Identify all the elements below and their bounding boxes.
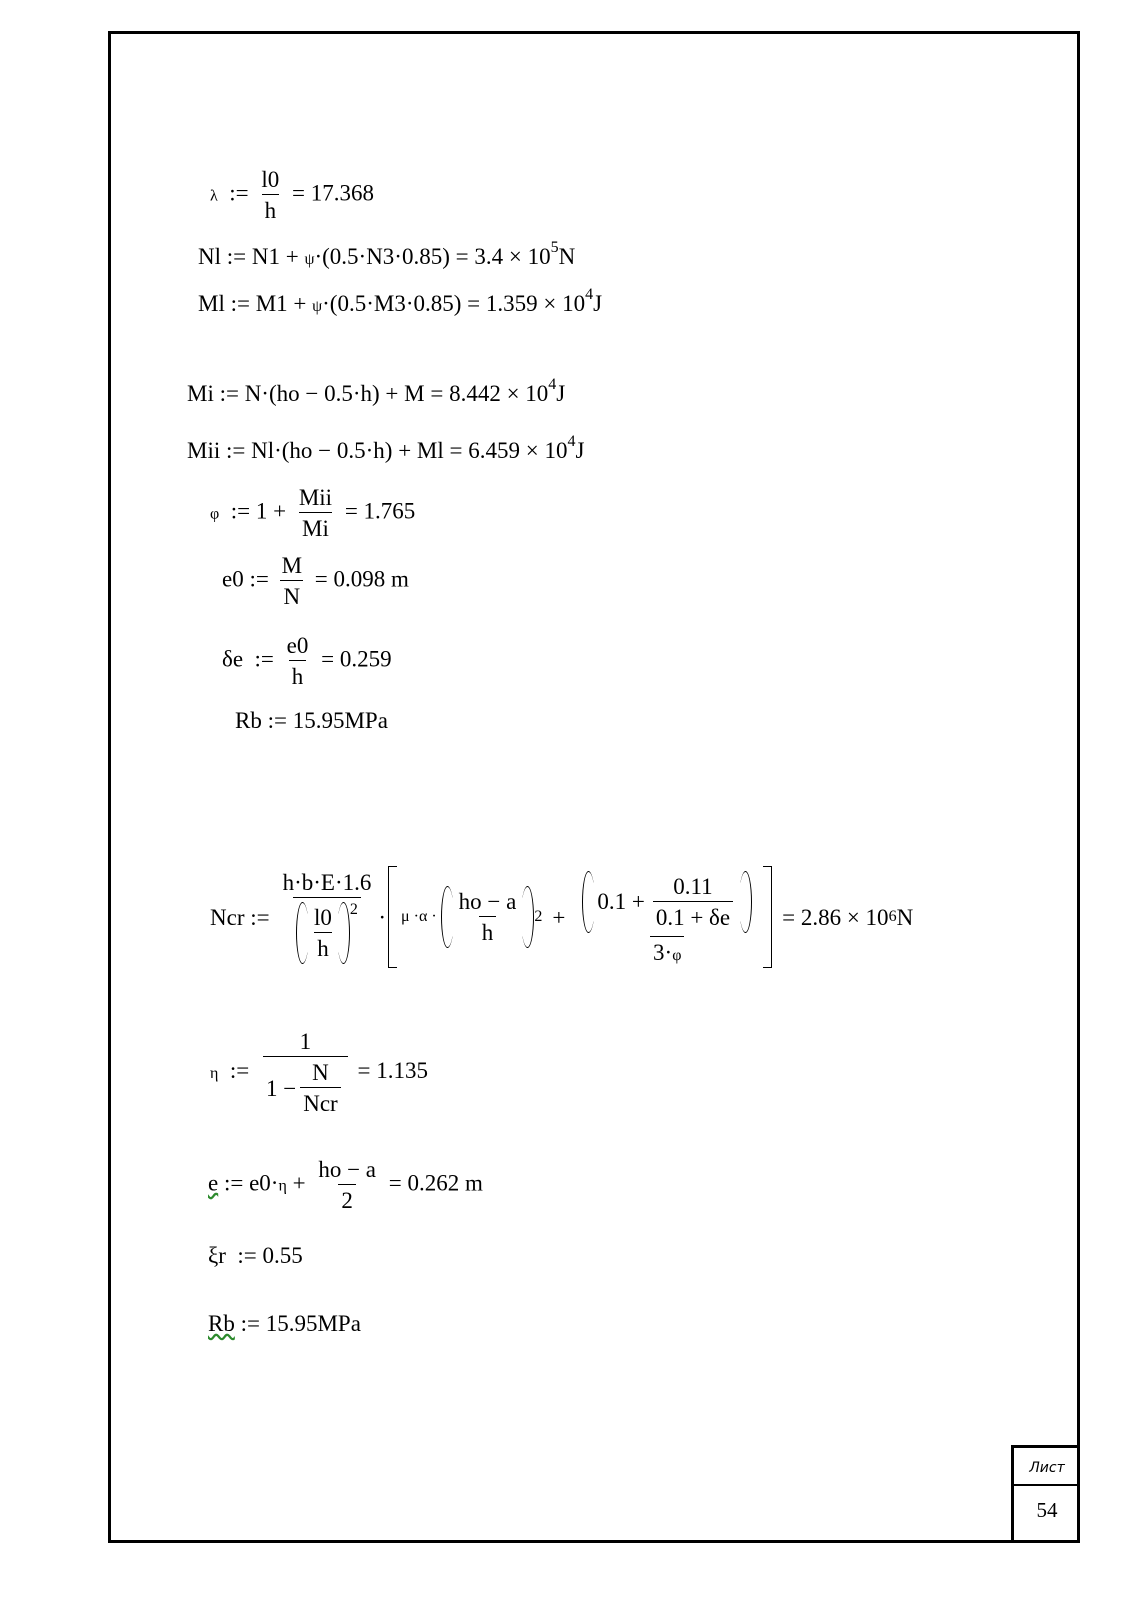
formula-ml: Ml := $M1 + \psi\cdot(0.5\cdot M3\cdot 0.85) = 1.359 \times 10^4J$ [198,286,603,316]
formula-delta-e: δe := $\frac{e0}{h}$ = 0.259 [222,633,392,689]
sheet-label: Лист [1014,1452,1080,1486]
formula-lambda: λ := $\frac{l0}{h}$ = 17.368 [210,167,375,223]
formula-ncr: Ncr := h·b·E·1.6 $\frac{l0}{h}$ $^2$ · μ ·α · $\frac{ho - a}{h}$ 2 + 0.1 + $\frac{0.11}{0.1 + \delta e}$ 3·φ = 2.86 × 10 6 N [210,866,913,968]
sheet-number-box [1011,1445,1080,1543]
formula-mi: Mi := $N\cdot(ho - 0.5\cdot h) + M = 8.442 \times 10^4J$ [187,376,566,406]
formula-phi: φ := 1 + $\frac{\text{Mii}}{Mi}$ = 1.765 [210,485,416,541]
formula-e0: e0 := $\frac{M}{N}$ = 0.098 m [222,553,409,609]
formula-xi-r: ξr := 0.55 [208,1243,303,1268]
sheet-number: 54 [1036,1498,1058,1522]
formula-rb-2: Rb := 15.95MPa [208,1311,361,1336]
formula-nl: Nl := $N1 + \psi\cdot(0.5\cdot N3\cdot 0.85) = 3.4 \times 10^5N$ [198,239,576,269]
formula-eta: η := 1 1 − $\frac{N}{\text{Ncr}}$ = 1.135 [210,1029,428,1116]
formula-mii: Mii := $Nl\cdot(ho - 0.5\cdot h) + Ml = 6.459 \times 10^4J$ [187,433,585,463]
formula-e: e := e0·η + $\frac{ho - a}{2}$ = 0.262 m [208,1157,483,1213]
formula-rb: Rb := 15.95MPa [235,708,388,733]
